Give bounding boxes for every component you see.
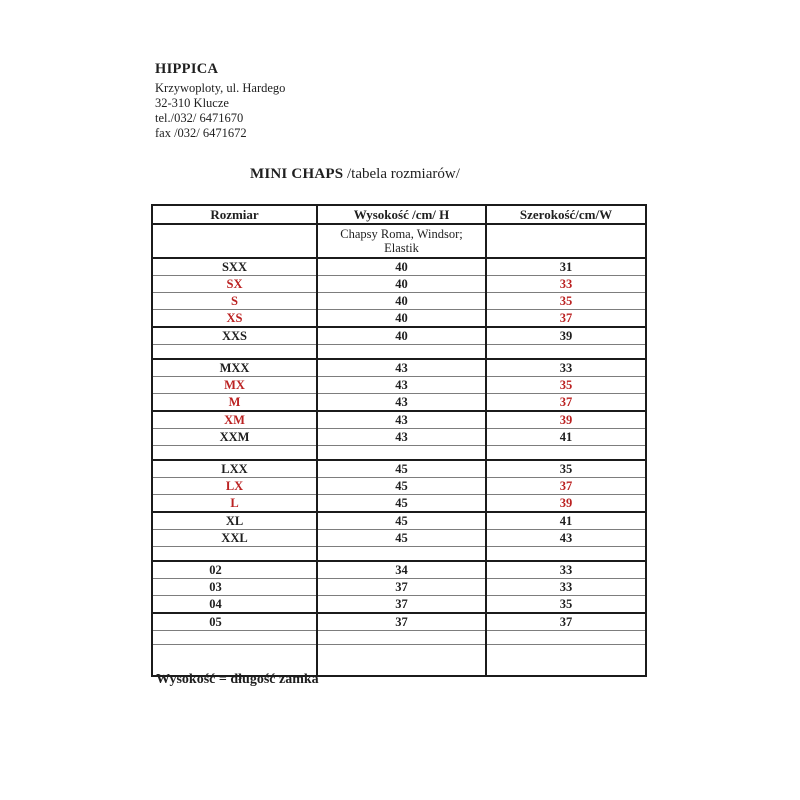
size-cell: LX [152, 478, 317, 495]
empty-cell [486, 446, 646, 461]
size-cell: S [152, 293, 317, 310]
table-row [152, 310, 646, 328]
empty-cell [486, 631, 646, 645]
width-cell: 37 [486, 310, 646, 328]
width-cell: 43 [486, 530, 646, 547]
size-cell: L [152, 495, 317, 513]
height-cell: 40 [317, 310, 486, 328]
height-cell: 45 [317, 478, 486, 495]
company-address-line: 32-310 Klucze [155, 96, 229, 110]
empty-cell [317, 446, 486, 461]
height-cell: 45 [317, 530, 486, 547]
height-cell: 40 [317, 327, 486, 345]
subheader-models-cell [317, 224, 486, 258]
width-cell: 33 [486, 579, 646, 596]
height-cell: 43 [317, 429, 486, 446]
height-cell: 45 [317, 512, 486, 530]
height-cell: 43 [317, 394, 486, 412]
company-phone: tel./032/ 6471670 [155, 111, 244, 125]
width-cell: 39 [486, 411, 646, 429]
size-cell: M [152, 394, 317, 412]
height-cell: 40 [317, 293, 486, 310]
table-row [152, 411, 646, 429]
height-cell: 40 [317, 276, 486, 293]
width-cell: 37 [486, 394, 646, 412]
header-width-label: Szerokość/cm/ [519, 206, 600, 222]
height-cell: 40 [317, 258, 486, 276]
size-cell: SX [152, 276, 317, 293]
spacer-row [152, 345, 646, 360]
table-row [152, 460, 646, 478]
empty-cell [317, 345, 486, 360]
company-name: HIPPICA [155, 61, 219, 77]
table-row [152, 495, 646, 513]
width-cell: 35 [486, 293, 646, 310]
company-block [155, 61, 285, 141]
spacer-row [152, 446, 646, 461]
width-cell: 41 [486, 429, 646, 446]
size-cell: 02 [152, 561, 317, 579]
empty-cell [317, 547, 486, 562]
table-row [152, 293, 646, 310]
header-cell-size: Rozmiar [210, 206, 259, 222]
table-row [152, 276, 646, 293]
page-title-main: MINI CHAPS [250, 166, 344, 182]
size-cell: XL [152, 512, 317, 530]
size-cell: 05 [152, 613, 317, 631]
page-title [250, 166, 460, 183]
size-cell: SXX [152, 258, 317, 276]
width-cell: 41 [486, 512, 646, 530]
size-cell: XS [152, 310, 317, 328]
table-row [152, 394, 646, 412]
size-cell: XXS [152, 327, 317, 345]
company-fax: fax /032/ 6471672 [155, 126, 247, 140]
size-cell: XXL [152, 530, 317, 547]
table-row [152, 579, 646, 596]
height-cell: 37 [317, 579, 486, 596]
empty-cell [152, 345, 317, 360]
width-cell: 33 [486, 359, 646, 377]
table-row [152, 561, 646, 579]
table-row [152, 530, 646, 547]
height-cell: 37 [317, 613, 486, 631]
subheader-models-line2: Elastik [384, 241, 419, 255]
table-row [152, 359, 646, 377]
height-cell: 37 [317, 596, 486, 614]
height-cell: 43 [317, 377, 486, 394]
header-cell-width [486, 205, 646, 224]
subheader-models-line1: Chapsy Roma, Windsor; [340, 227, 463, 241]
company-address-line: Krzywoploty, ul. Hardego [155, 81, 286, 95]
empty-cell [486, 547, 646, 562]
spacer-row [152, 547, 646, 562]
width-cell: 31 [486, 258, 646, 276]
empty-cell [152, 446, 317, 461]
header-height-unit-letter: H [439, 206, 450, 222]
height-cell: 34 [317, 561, 486, 579]
width-cell: 35 [486, 596, 646, 614]
width-cell: 33 [486, 561, 646, 579]
table-row [152, 613, 646, 631]
header-width-unit-letter: W [599, 206, 613, 222]
height-cell: 43 [317, 359, 486, 377]
width-cell: 37 [486, 613, 646, 631]
header-height-label: Wysokość /cm/ [353, 206, 440, 222]
empty-cell [317, 645, 486, 677]
empty-cell [486, 645, 646, 677]
size-cell: 03 [152, 579, 317, 596]
width-cell: 39 [486, 495, 646, 513]
size-table-body [152, 205, 646, 676]
table-row [152, 512, 646, 530]
header-cell-height [317, 205, 486, 224]
table-row [152, 478, 646, 495]
table-header-row [152, 205, 646, 224]
spacer-row [152, 631, 646, 645]
width-cell: 39 [486, 327, 646, 345]
size-cell: XM [152, 411, 317, 429]
width-cell: 37 [486, 478, 646, 495]
width-cell: 33 [486, 276, 646, 293]
size-cell: LXX [152, 460, 317, 478]
table-row [152, 258, 646, 276]
width-cell: 35 [486, 460, 646, 478]
table-row [152, 377, 646, 394]
table-row [152, 327, 646, 345]
size-cell: MX [152, 377, 317, 394]
subheader-empty-cell [152, 224, 317, 258]
size-cell: MXX [152, 359, 317, 377]
size-cell: 04 [152, 596, 317, 614]
empty-cell [152, 547, 317, 562]
subheader-empty-cell [486, 224, 646, 258]
size-cell: XXM [152, 429, 317, 446]
width-cell: 35 [486, 377, 646, 394]
table-row [152, 429, 646, 446]
height-cell: 45 [317, 460, 486, 478]
page-title-suffix: /tabela rozmiarów/ [343, 166, 460, 182]
empty-cell [317, 631, 486, 645]
table-subheader-row [152, 224, 646, 258]
height-cell: 45 [317, 495, 486, 513]
empty-cell [152, 631, 317, 645]
footnote: Wysokość = długość zamka [156, 672, 319, 687]
size-table [151, 204, 647, 677]
empty-cell [486, 345, 646, 360]
height-cell: 43 [317, 411, 486, 429]
table-row [152, 596, 646, 614]
